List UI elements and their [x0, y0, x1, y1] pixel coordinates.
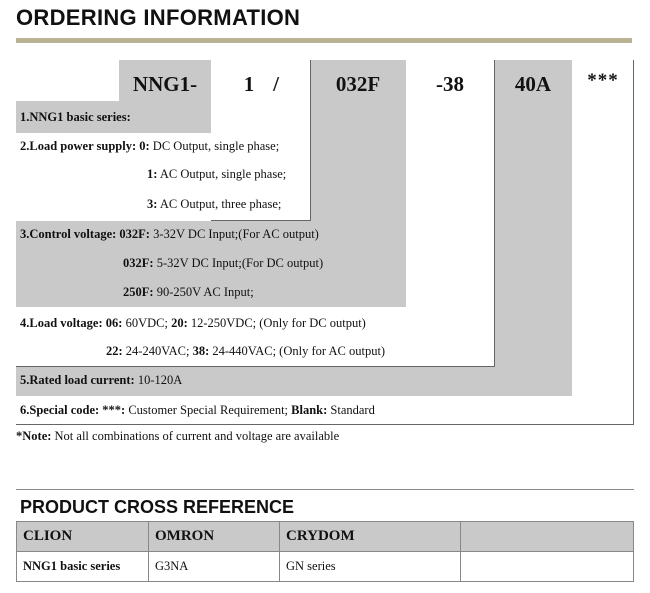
cross-ref-rule	[16, 489, 634, 490]
note: *Note: Not all combinations of current and voltage are available	[16, 429, 340, 443]
header-empty	[461, 522, 634, 552]
header-omron: OMRON	[149, 522, 280, 552]
row-special-code: 6.Special code: ***: Customer Special Requirement; Blank: Standard	[20, 403, 375, 417]
cross-ref-title: PRODUCT CROSS REFERENCE	[20, 497, 295, 517]
code-control: 032F	[335, 72, 381, 96]
row-load-ac: 22: 24-240VAC; 38: 24-440VAC; (Only for AC output)	[106, 344, 386, 358]
bracket-power-bottom	[211, 220, 311, 221]
bracket-loadv-bottom	[16, 366, 494, 367]
bracket-special-right	[633, 60, 634, 425]
row-control-032f-ac: 3.Control voltage: 032F: 3-32V DC Input;(For AC output)	[20, 227, 319, 241]
code-loadv: -38	[436, 72, 464, 96]
row-power-ac1: 1: AC Output, single phase;	[147, 167, 287, 181]
cell-clion: NNG1 basic series	[17, 552, 149, 582]
row-power-ac3: 3: AC Output, three phase;	[147, 197, 282, 211]
row-control-250f: 250F: 90-250V AC Input;	[123, 285, 254, 299]
code-power: 1	[243, 72, 255, 96]
code-current: 40A	[514, 72, 552, 96]
code-slash: /	[273, 72, 279, 96]
row-power-dc: 2.Load power supply: 0: DC Output, single phase;	[20, 139, 280, 153]
bracket-special-bottom	[16, 424, 634, 425]
code-series: NNG1-	[132, 72, 198, 96]
header-clion: CLION	[17, 522, 149, 552]
code-box-current	[494, 60, 572, 396]
row-rated-current: 5.Rated load current: 10-120A	[20, 373, 183, 387]
title-rule	[16, 38, 632, 43]
header-crydom: CRYDOM	[280, 522, 461, 552]
bracket-loadv-right	[494, 60, 495, 367]
cell-omron: G3NA	[149, 552, 280, 582]
row-control-032f-dc: 032F: 5-32V DC Input;(For DC output)	[123, 256, 324, 270]
cross-ref-table	[16, 521, 634, 582]
table-header-row	[17, 522, 634, 552]
row-load-dc: 4.Load voltage: 06: 60VDC; 20: 12-250VDC; (Only for DC output)	[20, 316, 366, 330]
row-basic-series: 1.NNG1 basic series:	[20, 110, 131, 124]
table-row	[17, 552, 634, 582]
code-box-control	[310, 60, 406, 307]
ordering-info-title: ORDERING INFORMATION	[16, 5, 301, 30]
cell-empty	[461, 552, 634, 582]
code-special: ***	[587, 70, 619, 91]
cell-crydom: GN series	[280, 552, 461, 582]
